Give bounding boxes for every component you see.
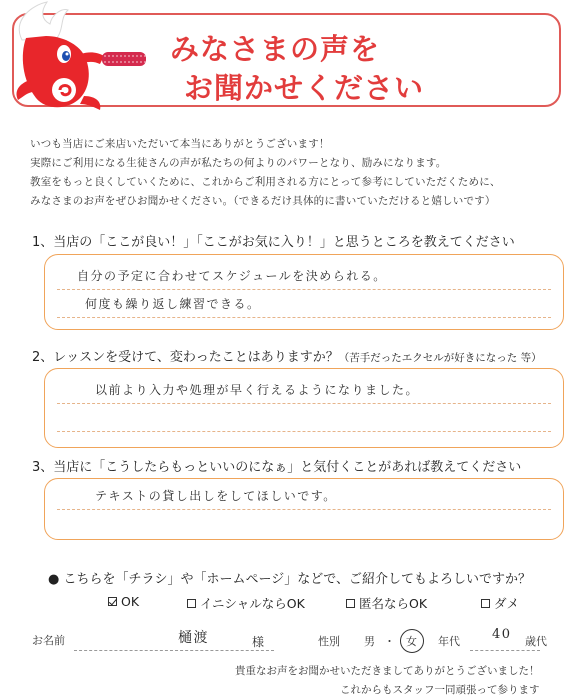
intro-line-1: いつも当店にご来店いただいて本当にありがとうございます！ <box>30 138 330 150</box>
name-value: 樋渡 <box>178 630 209 646</box>
title-line-1: みなさまの声を <box>170 32 381 66</box>
footer-line-2: これからもスタッフ一同頑張って参ります <box>340 684 540 696</box>
footer-line-1: 貴重なお声をお聞かせいただきましてありがとうございました！ <box>235 665 540 677</box>
answer-3-line-1: テキストの貸し出しをしてほしいです。 <box>95 489 337 503</box>
intro-line-3: 教室をもっと良くしていくために、これからご利用される方にとって参考にしていただくために、 <box>30 176 501 188</box>
option-ok-label: OK <box>121 594 140 609</box>
answer-2-line-1: 以前より入力や処理が早く行えるようになりました。 <box>95 383 420 397</box>
answer-guideline <box>57 509 551 510</box>
title-line-2: お聞かせください <box>184 71 425 105</box>
answer-guideline <box>57 317 551 318</box>
checkbox[interactable] <box>481 599 490 608</box>
mascot-illustration <box>2 0 152 115</box>
question-2 <box>32 346 542 365</box>
question-2-text: 2、レッスンを受けて、変わったことはありますか？ <box>32 350 339 365</box>
option-no[interactable] <box>481 594 519 612</box>
option-initials-label: イニシャルならOK <box>200 596 305 611</box>
age-unit: 歳代 <box>525 635 547 648</box>
answer-guideline <box>57 431 551 432</box>
gender-male: 男 <box>364 635 375 648</box>
gender-female: 女 <box>406 635 417 648</box>
age-label: 年代 <box>438 635 460 648</box>
gender-label: 性別 <box>318 635 340 648</box>
bullet: ● <box>48 572 60 587</box>
option-no-label: ダメ <box>494 596 520 611</box>
answer-box-1 <box>44 254 564 330</box>
question-1: 1、当店の「ここが良い！」「ここがお気に入り！」と思うところを教えてください <box>32 235 515 250</box>
referral-question-text: こちらを「チラシ」や「ホームページ」などで、ご紹介してもよろしいですか？ <box>63 572 531 587</box>
referral-question <box>48 568 531 587</box>
checkbox[interactable] <box>346 599 355 608</box>
gender-separator: ・ <box>384 635 395 648</box>
question-3: 3、当店に「こうしたらもっといいのになぁ」と気付くことがあれば教えてください <box>32 460 522 475</box>
option-ok[interactable] <box>108 594 139 609</box>
intro-line-4: みなさまのお声をぜひお聞かせください。（できるだけ具体的に書いていただけると嬉しいです） <box>30 195 496 207</box>
option-initials-ok[interactable] <box>187 594 305 612</box>
age-value: 40 <box>492 627 512 642</box>
honorific: 様 <box>252 635 265 649</box>
checkbox[interactable] <box>187 599 196 608</box>
question-2-example: （苦手だったエクセルが好きになった 等） <box>338 352 542 364</box>
option-anonymous-ok[interactable] <box>346 594 427 612</box>
answer-guideline <box>57 289 551 290</box>
checkbox-checked[interactable] <box>108 597 117 606</box>
answer-1-line-2: 何度も繰り返し練習できる。 <box>85 297 261 311</box>
answer-guideline <box>57 403 551 404</box>
name-label: お名前 <box>32 634 65 647</box>
answer-box-3 <box>44 478 564 540</box>
intro-line-2: 実際にご利用になる生徒さんの声が私たちの何よりのパワーとなり、励みになります。 <box>30 157 447 169</box>
name-underline <box>74 650 274 651</box>
answer-1-line-1: 自分の予定に合わせてスケジュールを決められる。 <box>77 269 387 283</box>
option-anonymous-label: 匿名ならOK <box>359 596 428 611</box>
age-underline <box>470 650 540 651</box>
answer-box-2 <box>44 368 564 448</box>
